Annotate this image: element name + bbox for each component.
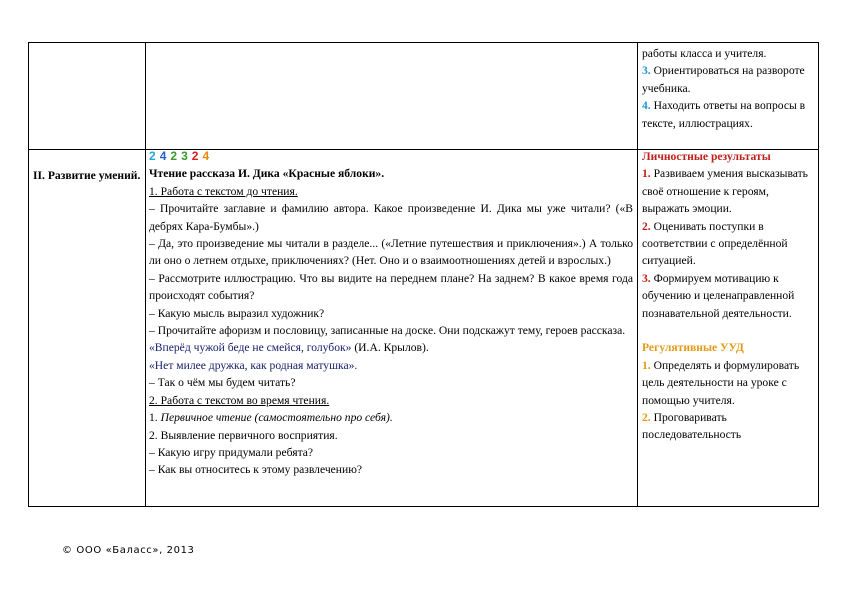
item-number: 3. <box>642 271 651 285</box>
item-number: 1. <box>642 167 651 181</box>
paragraph-8: – Как вы относитесь к этому развлечению? <box>149 463 363 477</box>
item-number: 4. <box>642 99 651 113</box>
stage-title: II. Развитие умений. <box>33 169 141 182</box>
quote-2: «Нет милее дружка, как родная матушка». <box>149 358 358 372</box>
num-2: 4 <box>159 149 167 163</box>
num-3: 2 <box>170 149 178 163</box>
stage-cell <box>33 167 141 184</box>
num-6: 4 <box>202 149 210 163</box>
quote-1 <box>149 339 633 356</box>
row1-line-1: работы класса и учителя. <box>642 47 767 60</box>
personal-item-3: 3. Формируем мотивацию к обучению и целенаправленной познавательной деятельности. <box>642 271 795 320</box>
paragraph-7: – Какую игру придумали ребята? <box>149 445 314 459</box>
personal-item-2: 2. Оценивать поступки в соответствии с определённой ситуацией. <box>642 219 788 268</box>
table-border-bottom <box>28 506 819 507</box>
copyright-footer: © ООО «Баласс», 2013 <box>62 545 195 556</box>
results-cell <box>642 148 814 444</box>
paragraph-4: – Какую мысль выразил художник? <box>149 306 325 320</box>
table-column-divider-1 <box>145 42 146 507</box>
personal-item-1: 1. Развиваем умения высказывать своё отношение к героям, выражать эмоции. <box>642 167 808 216</box>
paragraph-1: – Прочитайте заглавие и фамилию автора. Какое произведение И. Дика мы уже читали? («В дебрях Кара-Бумбы».) <box>149 202 633 233</box>
spacer <box>642 322 814 339</box>
num-4: 3 <box>181 149 188 163</box>
reading-title: Чтение рассказа И. Дика «Красные яблоки». <box>149 167 385 181</box>
paragraph-6: – Так о чём мы будем читать? <box>149 376 296 390</box>
section-1-heading: 1. Работа с текстом до чтения. <box>149 184 298 198</box>
item-number: 3. <box>642 64 651 78</box>
regulatory-heading: Регулятивные УУД <box>642 341 744 355</box>
row1-results-cell <box>642 45 814 132</box>
aphorism: «Вперёд чужой беде не смейся, голубок» <box>149 341 352 355</box>
lesson-content-cell <box>149 148 633 479</box>
table-column-divider-2 <box>637 42 638 507</box>
table-border-right <box>818 42 819 507</box>
aphorism-author: (И.А. Крылов). <box>351 341 429 355</box>
regulatory-item-1: 1. Определять и формулировать цель деятельности на уроке с помощью учителя. <box>642 358 800 407</box>
paragraph-3: – Рассмотрите иллюстрацию. Что вы видите на переднем плане? На заднем? В какое время года происходят события? <box>149 271 633 303</box>
row1-item-4: 4. Находить ответы на вопросы в тексте, иллюстрациях. <box>642 99 806 130</box>
num-1: 2 <box>149 149 156 163</box>
num-5: 2 <box>191 149 199 163</box>
item-number: 2. <box>642 411 651 425</box>
item-number: 2. <box>642 219 651 233</box>
section-2-heading: 2. Работа с текстом во время чтения. <box>149 393 330 407</box>
paragraph-2: – Да, это произведение мы читали в разделе... («Летние путешествия и приключения».) А только ли оно о летнем отдыхе, приключениях? (Нет. Оно и о взаимоотношениях детей и взрослых.) <box>149 237 633 268</box>
result-numbers <box>149 148 633 165</box>
step-2: 2. Выявление первичного восприятия. <box>149 428 338 442</box>
paragraph-5: – Прочитайте афоризм и пословицу, записанные на доске. Они подскажут тему, героев рассказа. <box>149 324 626 338</box>
personal-results-heading: Личностные результаты <box>642 150 771 163</box>
table-border-left <box>28 42 29 507</box>
table-border-top <box>28 42 819 43</box>
item-number: 1. <box>642 358 651 372</box>
regulatory-item-2: 2. Проговаривать последовательность <box>642 411 742 442</box>
step-1: 1. Первичное чтение (самостоятельно про себя). <box>149 411 393 425</box>
row1-item-3: 3. Ориентироваться на развороте учебника. <box>642 64 805 95</box>
